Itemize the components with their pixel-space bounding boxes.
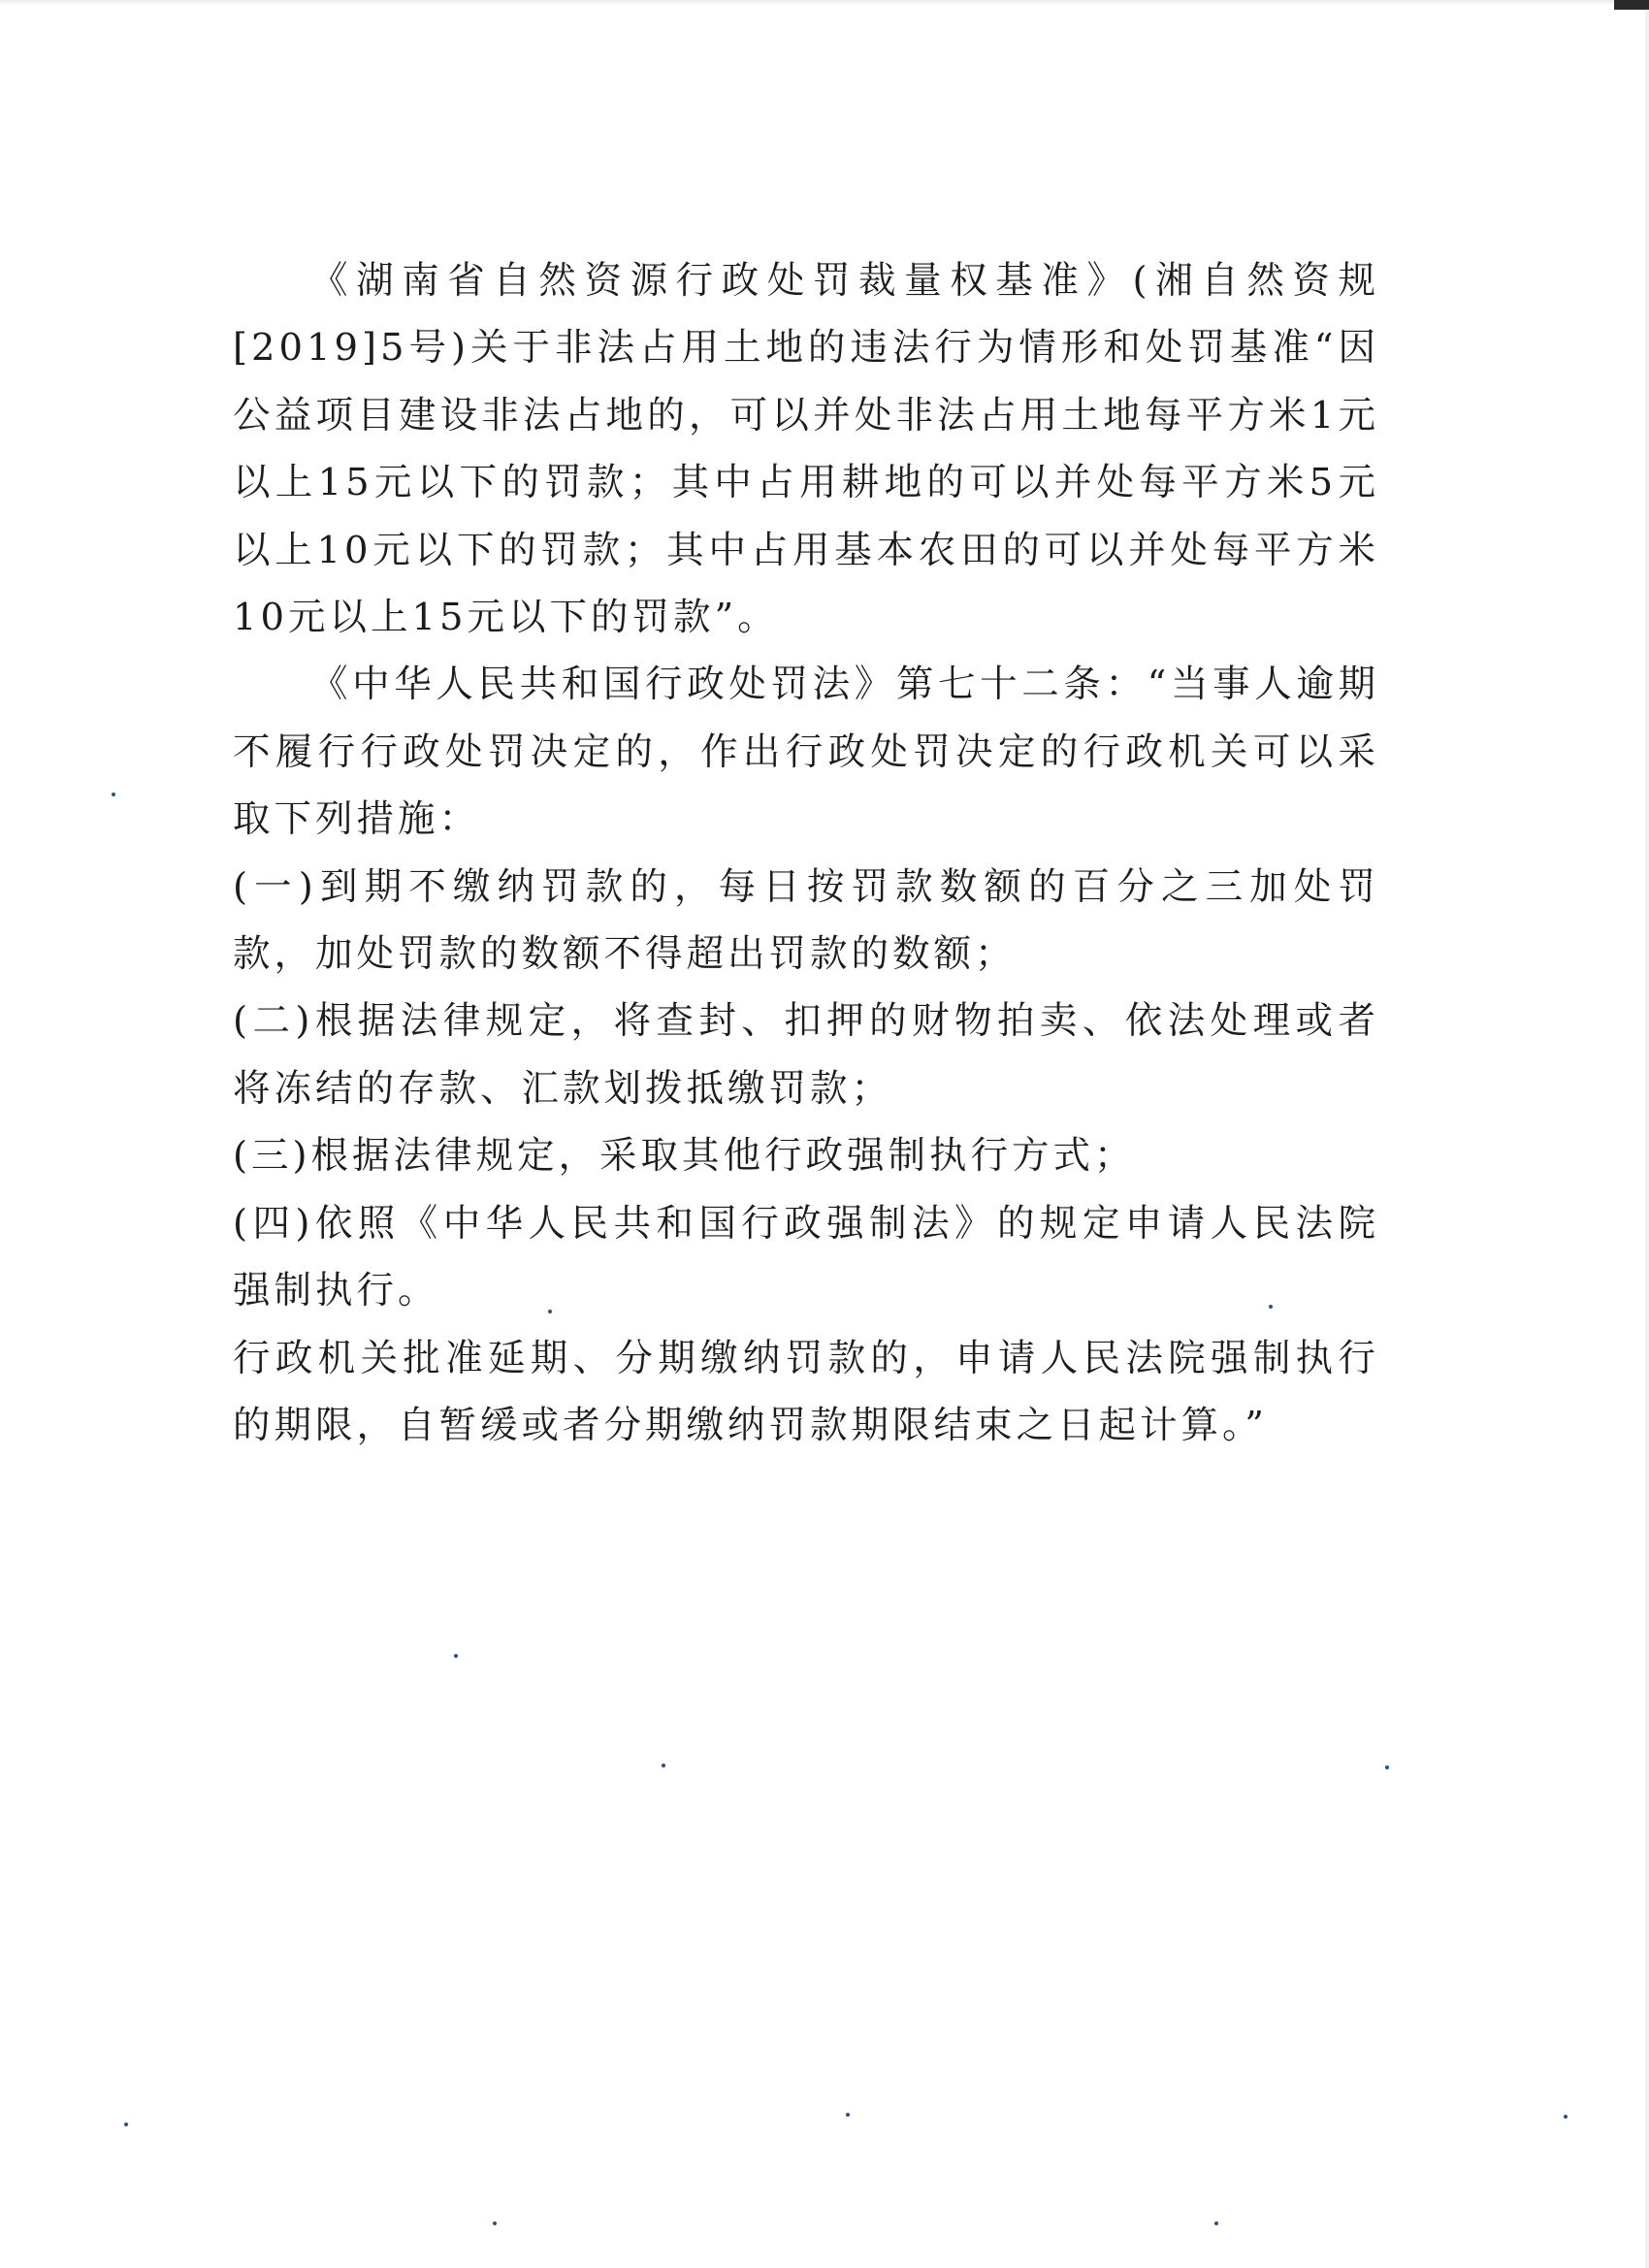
paragraph-extension-period: 行政机关批准延期、分期缴纳罚款的，申请人民法院强制执行的期限，自暂缓或者分期缴纳罚款期限结束之日起计算。”: [233, 1336, 1379, 1447]
scan-corner-mark: [1614, 0, 1649, 10]
scan-speck: [454, 1654, 458, 1658]
scan-top-edge: [0, 0, 1649, 6]
list-item-measure-3: (三)根据法律规定，采取其他行政强制执行方式；: [233, 1134, 1136, 1179]
scan-speck: [1564, 2115, 1568, 2119]
list-item-measure-2: (二)根据法律规定，将查封、扣押的财物拍卖、依法处理或者将冻结的存款、汇款划拨抵缴罚款；: [233, 999, 1379, 1111]
paragraph-hunan-discretion-standard: 《湖南省自然资源行政处罚裁量权基准》(湘自然资规[2019]5号)关于非法占用土地的违法行为情形和处罚基准“因公益项目建设非法占地的，可以并处非法占用土地每平方米1元以上15元以下的罚款；其中占用耕地的可以并处每平方米5元以上10元以下的罚款；其中占用基本农田的可以并处每平方米10元以上15元以下的罚款”。: [233, 259, 1379, 640]
scan-speck: [662, 1764, 665, 1767]
list-item-measure-1: (一)到期不缴纳罚款的，每日按罚款数额的百分之三加处罚款，加处罚款的数额不得超出罚款的数额；: [233, 864, 1379, 977]
list-item-measure-4: (四)依照《中华人民共和国行政强制法》的规定申请人民法院强制执行。: [233, 1201, 1379, 1313]
scan-speck: [1214, 2221, 1218, 2225]
scan-speck: [493, 2221, 497, 2225]
scan-speck: [846, 2113, 850, 2117]
scan-speck: [548, 1310, 552, 1313]
scan-right-edge: [1645, 10, 1649, 2268]
scan-speck: [1269, 1305, 1273, 1309]
scan-speck: [1385, 1766, 1389, 1769]
scan-speck: [124, 2122, 128, 2126]
scan-speck: [112, 793, 115, 796]
document-body: [233, 247, 1379, 1459]
paragraph-penalty-law-article-72: 《中华人民共和国行政处罚法》第七十二条：“当事人逾期不履行行政处罚决定的，作出行政处罚决定的行政机关可以采取下列措施：: [233, 663, 1379, 842]
